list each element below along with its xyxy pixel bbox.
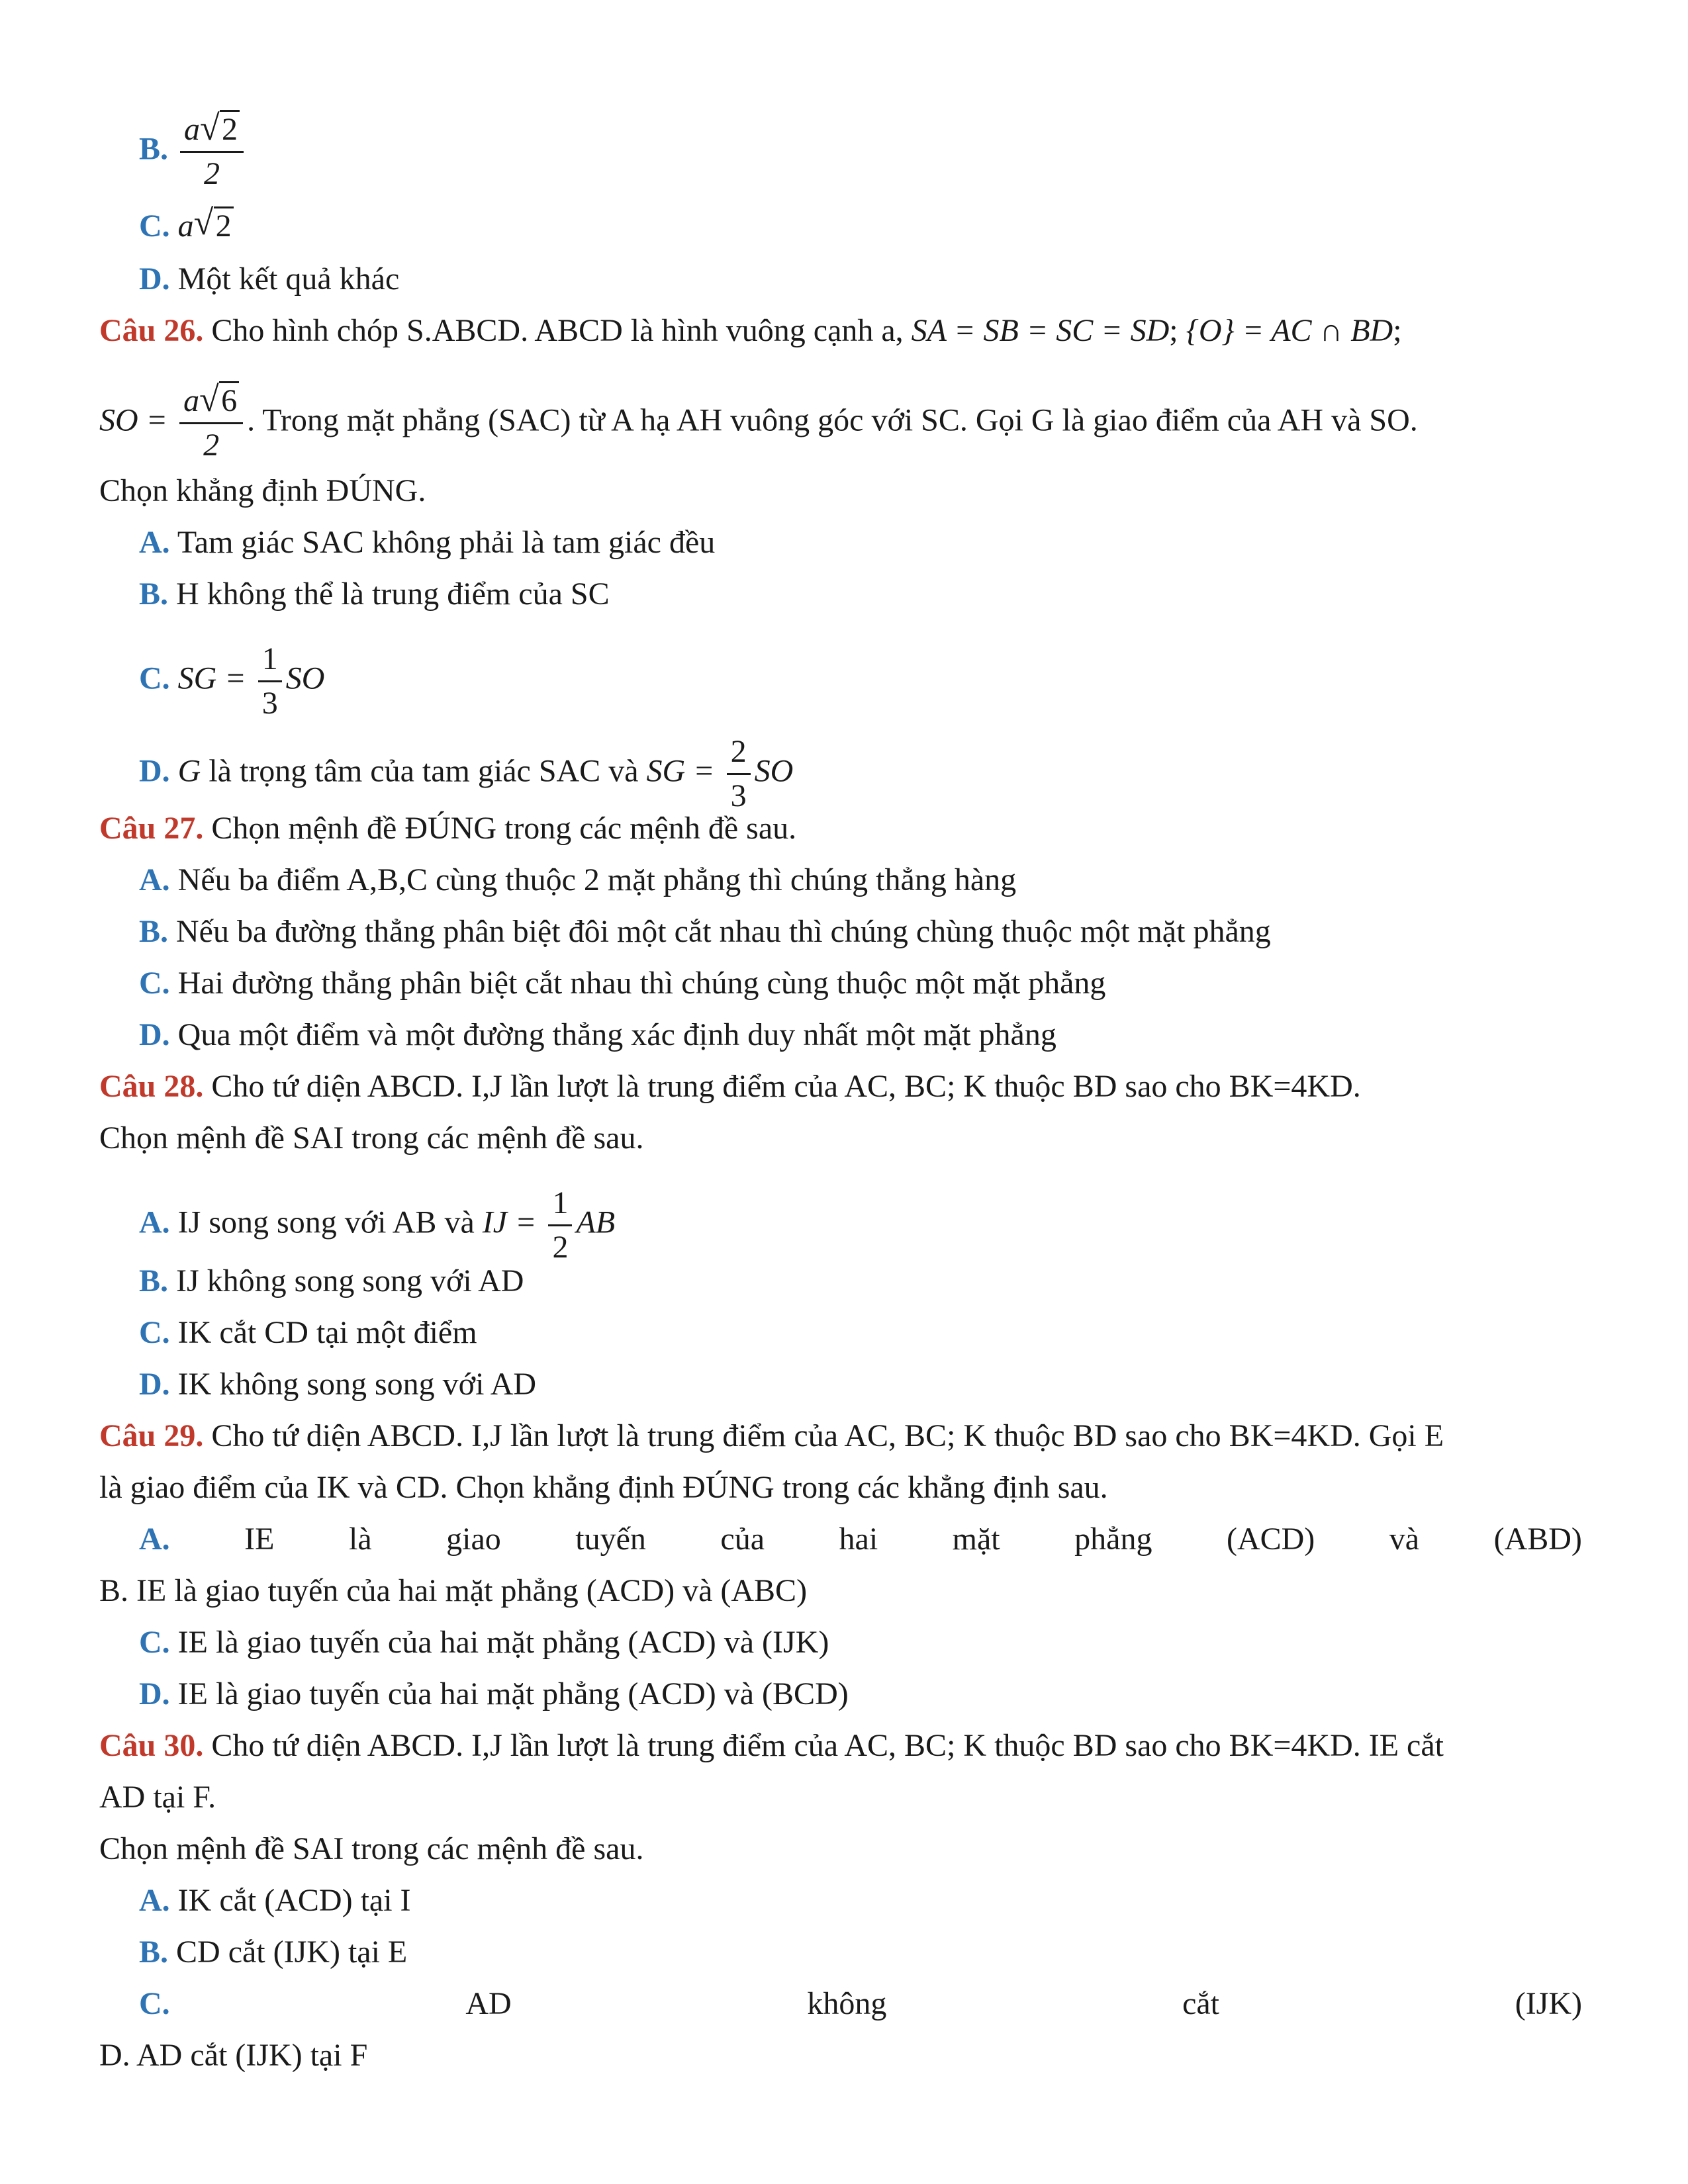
q27-stem: Câu 27. Chọn mệnh đề ĐÚNG trong các mệnh đề sau.: [99, 811, 797, 846]
option-label: C.: [139, 208, 170, 244]
q29-option-b: B. IE là giao tuyến của hai mặt phẳng (ACD) và (ABC): [99, 1573, 808, 1608]
q29-stem-line2: là giao điểm của IK và CD. Chọn khẳng định ĐÚNG trong các khẳng định sau.: [99, 1470, 1108, 1505]
q26-option-d: D. G là trọng tâm của tam giác SAC và SG = $\frac{2}{3}$ SO: [139, 734, 794, 813]
q28-stem: Câu 28. Cho tứ diện ABCD. I,J lần lượt là trung điểm của AC, BC; K thuộc BD sao cho BK=4KD.: [99, 1069, 1361, 1104]
q26-stem-line2: SO = a √ 6 2 . Trong mặt phẳng (SAC) từ A hạ AH vuông góc với SC. Gọi G là giao điểm của AH và SO.: [99, 379, 1418, 463]
fraction: a √ 2 2: [180, 114, 244, 190]
fraction: $\frac{1}{3}$: [258, 643, 282, 719]
q27-option-d: D. Qua một điểm và một đường thẳng xác định duy nhất một mặt phẳng: [139, 1017, 1056, 1052]
q29-option-d: D. IE là giao tuyến của hai mặt phẳng (ACD) và (BCD): [139, 1676, 849, 1711]
q26-option-a: A. Tam giác SAC không phải là tam giác đều: [139, 525, 716, 560]
fraction: $\frac{1}{2}$: [548, 1187, 572, 1263]
q26-option-b: B. H không thể là trung điểm của SC: [139, 576, 610, 612]
q28-prompt: Chọn mệnh đề SAI trong các mệnh đề sau.: [99, 1120, 644, 1156]
q28-option-a: A. IJ song song với AB và IJ = $\frac{1}{2}$ AB: [139, 1185, 616, 1265]
q28-option-d: D. IK không song song với AD: [139, 1367, 537, 1402]
q28-option-b: B. IJ không song song với AD: [139, 1263, 524, 1298]
q25-option-c: C. a √ 2: [139, 206, 1582, 246]
q27-option-a: A. Nếu ba điểm A,B,C cùng thuộc 2 mặt phẳng thì chúng thẳng hàng: [139, 862, 1017, 897]
q30-option-a: A. IK cắt (ACD) tại I: [139, 1883, 411, 1918]
q29-stem-line1: Câu 29. Cho tứ diện ABCD. I,J lần lượt là trung điểm của AC, BC; K thuộc BD sao cho BK=4KD. Gọi E: [99, 1418, 1444, 1453]
q28-option-c: C. IK cắt CD tại một điểm: [139, 1315, 477, 1350]
q30-option-d: D. AD cắt (IJK) tại F: [99, 2038, 368, 2073]
q30-option-b: B. CD cắt (IJK) tại E: [139, 1934, 408, 1970]
q30-prompt: Chọn mệnh đề SAI trong các mệnh đề sau.: [99, 1831, 644, 1866]
option-label: D.: [139, 261, 170, 296]
q29-option-c: C. IE là giao tuyến của hai mặt phẳng (ACD) và (IJK): [139, 1625, 829, 1660]
q26-option-c: C. SG = $\frac{1}{3}$ SO: [139, 641, 325, 721]
fraction: $\frac{2}{3}$: [727, 736, 751, 812]
q25-option-d: D. Một kết quả khác: [139, 261, 400, 296]
q30-option-c: C. AD không cắt (IJK): [139, 1986, 1582, 2021]
question-number: Câu 26.: [99, 313, 204, 348]
q27-option-c: C. Hai đường thẳng phân biệt cắt nhau thì chúng cùng thuộc một mặt phẳng: [139, 966, 1106, 1001]
q26-prompt: Chọn khẳng định ĐÚNG.: [99, 473, 426, 508]
q25-option-b: [139, 108, 1582, 191]
q30-stem-line1: Câu 30. Cho tứ diện ABCD. I,J lần lượt là trung điểm của AC, BC; K thuộc BD sao cho BK=4KD. IE cắt: [99, 1728, 1444, 1763]
q27-option-b: B. Nếu ba đường thẳng phân biệt đôi một cắt nhau thì chúng chùng thuộc một mặt phẳng: [139, 914, 1271, 949]
q29-option-a: A. IE là giao tuyến của hai mặt phẳng (ACD) và (ABD): [139, 1522, 1582, 1557]
q26-stem-line1: Câu 26. Cho hình chóp S.ABCD. ABCD là hình vuông cạnh a, SA = SB = SC = SD; {O} = AC ∩ BD;: [99, 313, 1402, 348]
fraction: a √ 6 2: [179, 385, 243, 461]
option-label: B.: [139, 131, 169, 167]
q30-stem-line2: AD tại F.: [99, 1780, 216, 1815]
